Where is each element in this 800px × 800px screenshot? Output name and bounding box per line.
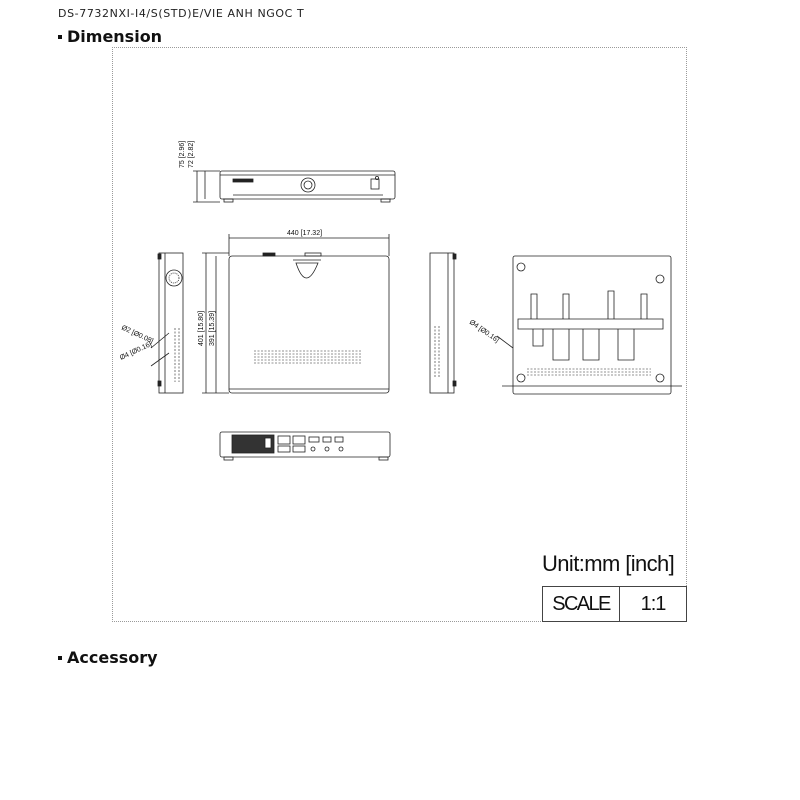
scale-label: SCALE: [543, 587, 620, 621]
left-side-view: [151, 253, 183, 393]
scale-box: [542, 586, 687, 622]
bottom-view: [497, 256, 682, 394]
unit-label: Unit:mm [inch]: [542, 551, 675, 576]
accessory-section-title: [58, 648, 158, 667]
hole-small-label: Ø2 [Ø0.08]: [120, 324, 155, 346]
depth-body-label: 391 [15.39]: [209, 310, 216, 346]
height-overall-label: 75 [2.96]: [179, 140, 186, 168]
depth-overall-label: 401 [15.80]: [198, 310, 205, 346]
accessory-title-text: Accessory: [67, 648, 158, 667]
technical-drawing: [113, 48, 688, 623]
rear-view: [220, 432, 390, 460]
bullet-icon: [58, 656, 62, 660]
hole-large-side-label: Ø4 [Ø0.16]: [118, 340, 153, 362]
bullet-icon: [58, 35, 62, 39]
width-label: 440 [17.32]: [287, 230, 323, 237]
scale-value: 1:1: [640, 592, 666, 615]
height-body-label: 72 [2.82]: [188, 140, 195, 168]
dimension-section-title: [58, 27, 162, 46]
dimension-drawing-frame: [112, 47, 687, 622]
top-view: [202, 234, 389, 393]
hole-large-bottom-label: Ø4 [Ø0.16]: [467, 318, 500, 345]
document-model-header: DS-7732NXI-I4/S(STD)E/VIE ANH NGOC T: [58, 7, 305, 20]
dimension-title-text: Dimension: [67, 27, 163, 46]
front-view: [193, 171, 395, 202]
right-side-view: [430, 253, 456, 393]
